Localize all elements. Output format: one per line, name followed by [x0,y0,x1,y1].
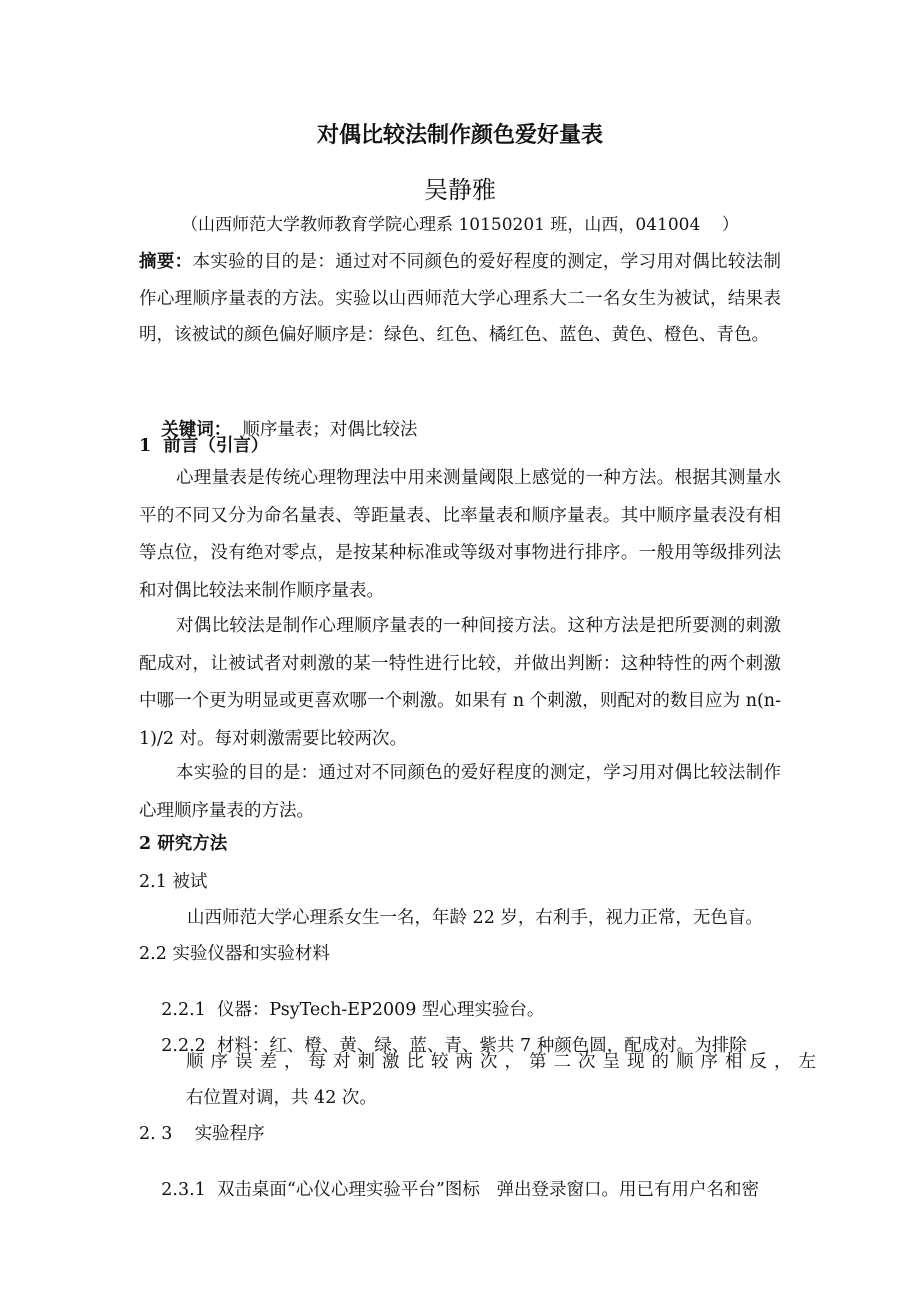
section-2-1-text: 山西师范大学心理系女生一名，年龄 22 岁，右利手，视力正常，无色盲。 [187,908,763,928]
section-2-2-2-line-2: 顺序误差，每对刺激比较两次，第二次呈现的顺序相反，左 [186,1052,823,1072]
section-2-2-1-number: 2.2.1 [161,1000,206,1020]
section-2-2-heading: 2.2 实验仪器和实验材料 [139,944,330,964]
keywords-label: 关键词： [161,420,232,440]
section-1-paragraph-2: 对偶比较法是制作心理顺序量表的一种间接方法。这种方法是把所要测的刺激配成对，让被试者对刺激的某一特性进行比较，并做出判断：这种特性的两个刺激中哪一个更为明显或更喜欢哪一个刺激。如果有 n 个刺激，则配对的数目应为 n(n-1)/2 对。每对刺激需要比较两次。 [139,616,781,749]
section-2-2-2-line-3: 右位置对调，共 42 次。 [186,1088,377,1108]
section-2-3-1 [139,1156,759,1221]
document-title: 对偶比较法制作颜色爱好量表 [316,123,603,148]
section-1-paragraph-1: 心理量表是传统心理物理法中用来测量阈限上感觉的一种方法。根据其测量水平的不同又分为命名量表、等距量表、比率量表和顺序量表。其中顺序量表没有相等点位，没有绝对零点，是按某种标准或等级对事物进行排序。一般用等级排列法和对偶比较法来制作顺序量表。 [139,468,781,601]
section-2-2-2-line-1: 材料：红、橙、黄、绿、蓝、青、紫共 7 种颜色圆，配成对。为排除 [216,1036,747,1056]
section-2-2-2-number: 2.2.2 [161,1036,206,1056]
author-name: 吴静雅 [424,176,496,204]
section-2-3-1-number: 2.3.1 [161,1180,206,1200]
section-1-paragraph-3: 本实验的目的是：通过对不同颜色的爱好程度的测定，学习用对偶比较法制作心理顺序量表的方法。 [139,763,781,821]
abstract-text: 本实验的目的是：通过对不同颜色的爱好程度的测定，学习用对偶比较法制作心理顺序量表的方法。实验以山西师范大学心理系大二一名女生为被试，结果表明，该被试的颜色偏好顺序是：绿色、红色、橘红色、蓝色、黄色、橙色、青色。 [139,252,782,345]
section-2-2-1-text: 仪器：PsyTech-EP2009 型心理实验台。 [216,1000,545,1020]
section-2-3-heading: 2. 3 实验程序 [139,1124,265,1144]
keywords-text: 顺序量表；对偶比较法 [231,420,418,440]
abstract [139,244,781,354]
abstract-label: 摘要： [139,252,193,272]
section-2-3-1-text: 双击桌面“心仪心理实验平台”图标 弹出登录窗口。用已有用户名和密 [216,1180,760,1200]
author-affiliation: （山西师范大学教师教育学院心理系 10150201 班，山西，041004 ） [181,215,739,235]
section-2-heading: 2 研究方法 [139,834,228,854]
section-2-1-heading: 2.1 被试 [139,872,208,892]
section-1-heading: 1 前言（引言） [139,436,269,456]
